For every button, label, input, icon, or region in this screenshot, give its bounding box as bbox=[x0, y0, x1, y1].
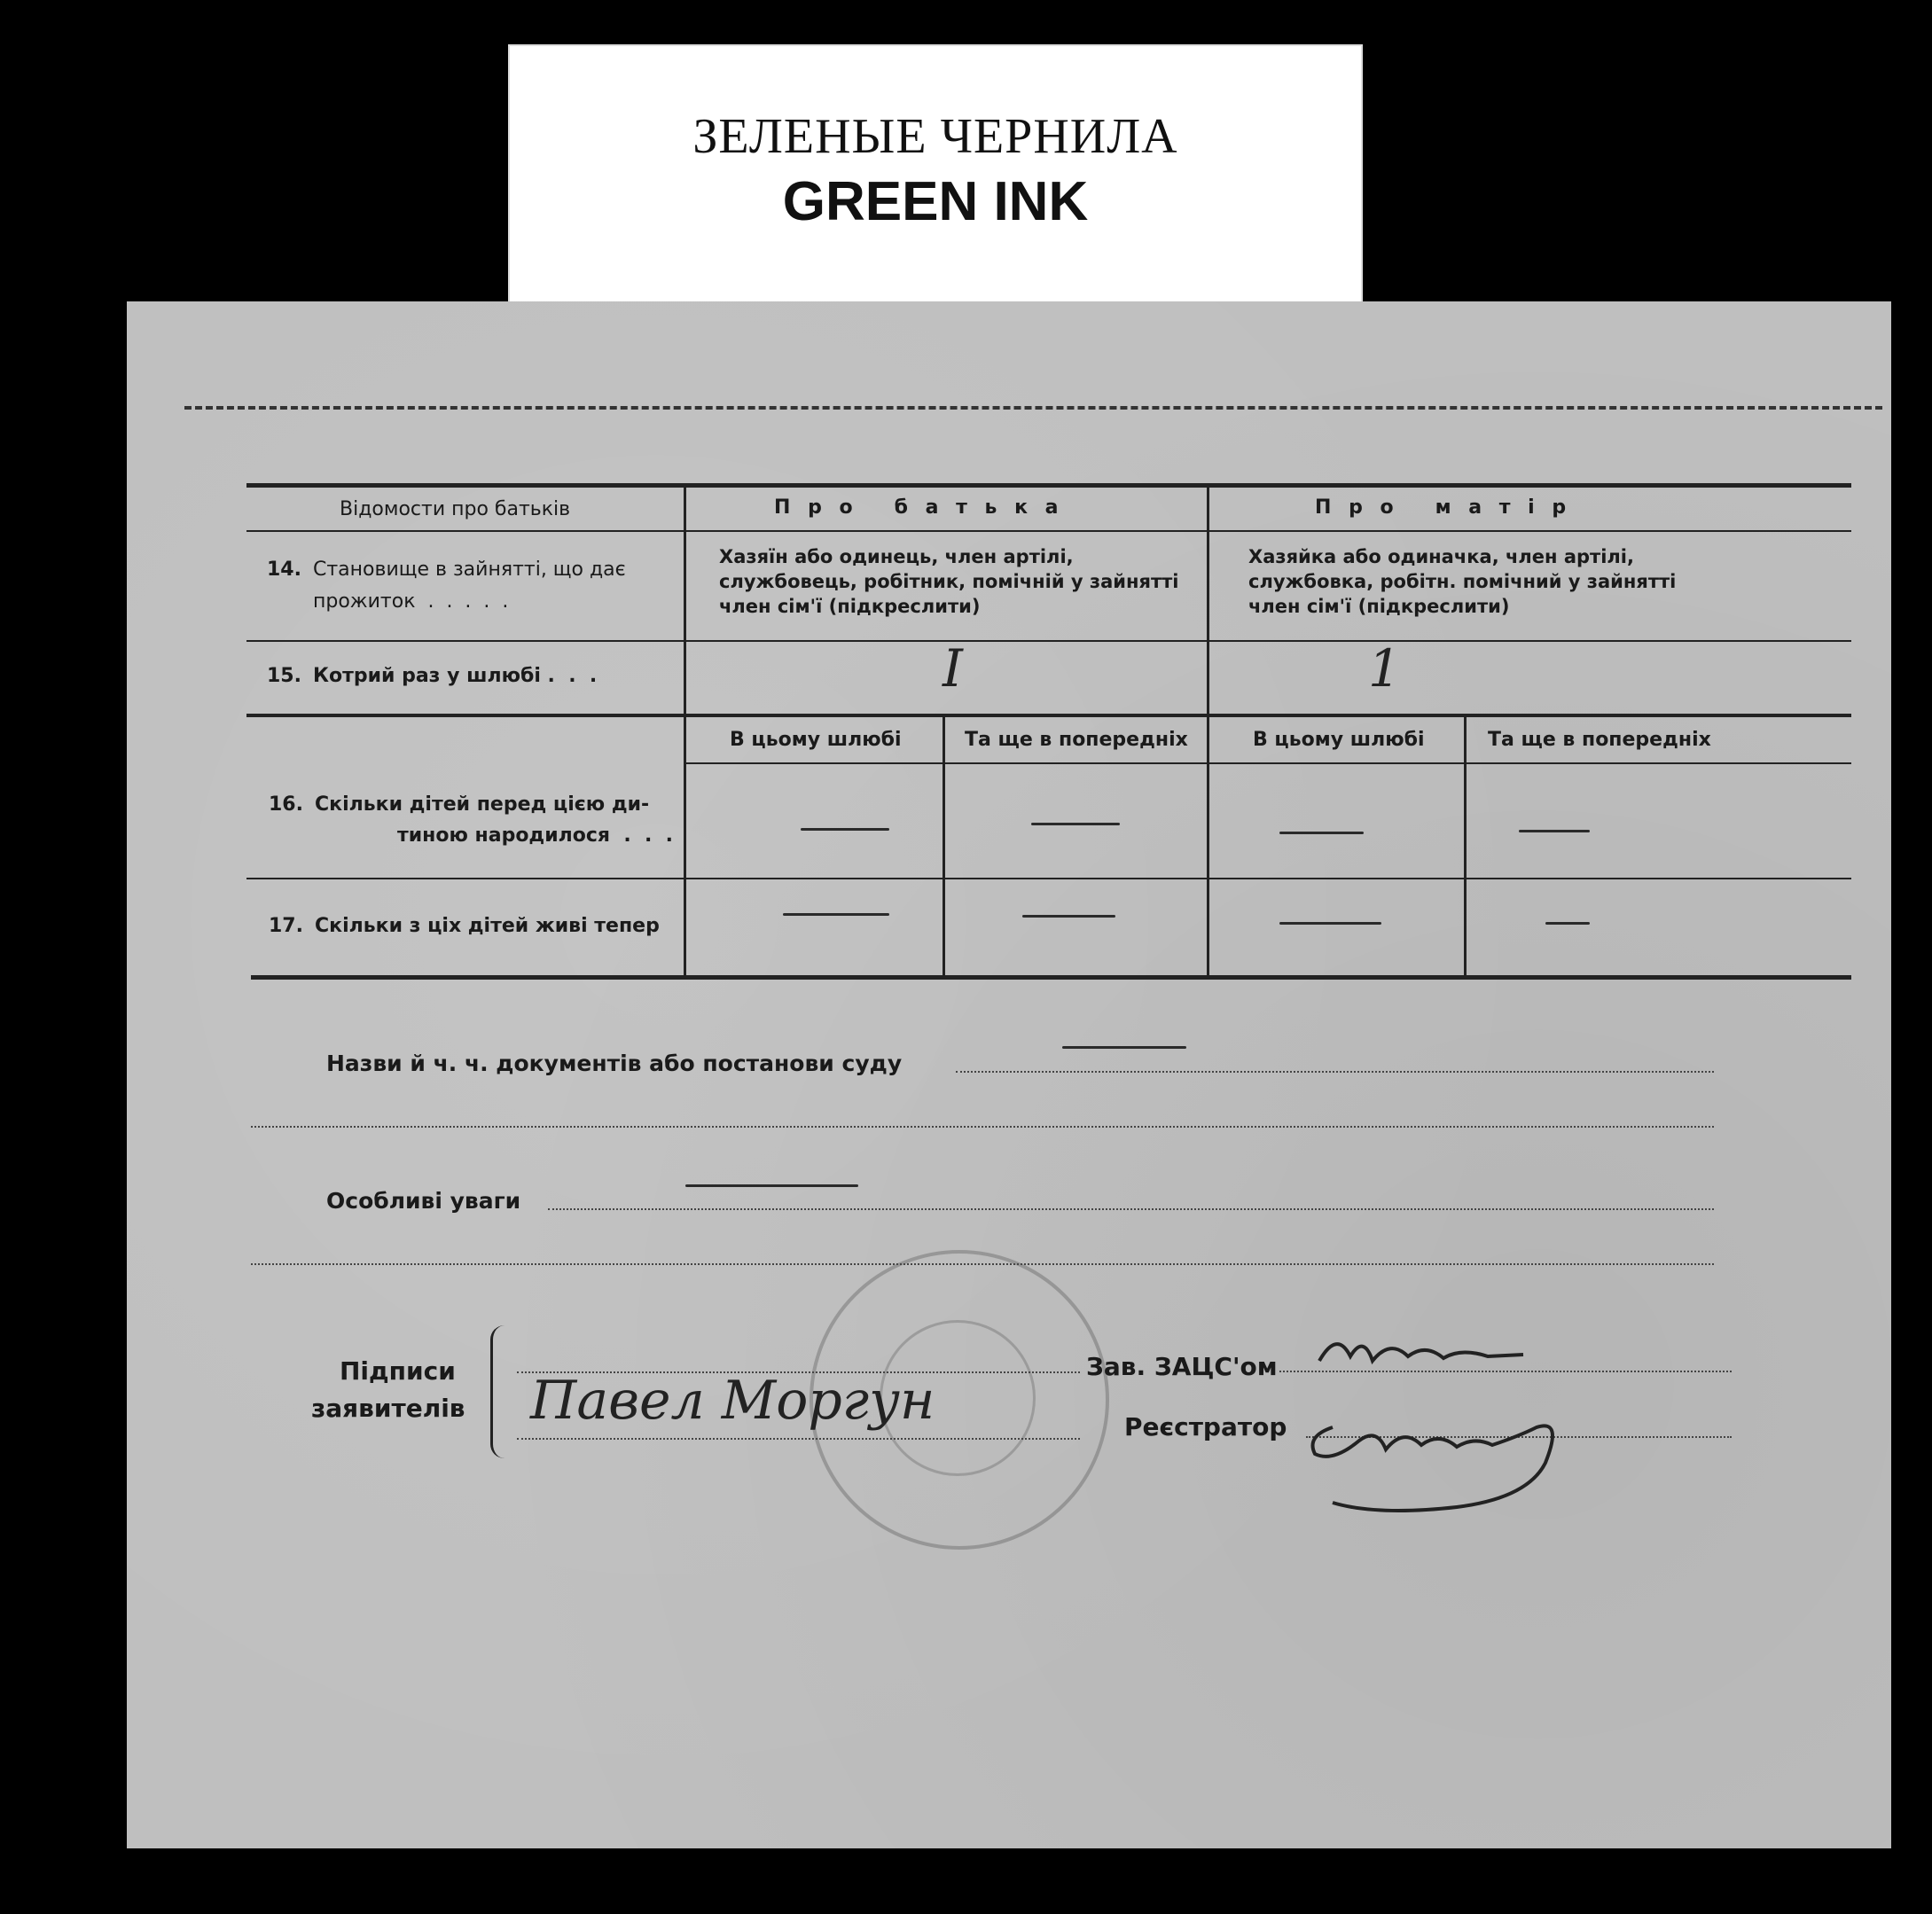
row17-father-this-dash bbox=[783, 913, 889, 916]
row14-father-options: Хазяїн або одинець, член артілі, службовець, робітник, помічній у зайнятті член сім'ї (підкреслити) bbox=[719, 546, 1179, 617]
applicants-bracket bbox=[490, 1325, 511, 1458]
registrar-label: Реєстратор bbox=[1124, 1412, 1287, 1441]
row16-label-line2: тиною народилося . . . bbox=[397, 824, 674, 847]
col-divider-mother bbox=[1464, 715, 1467, 980]
row14-mother-options: Хазяйка або одиначка, член артілі, службовка, робітн. помічний у зайнятті член сім'ї (підкреслити) bbox=[1248, 546, 1677, 617]
row16-rule bbox=[246, 878, 1851, 879]
row15-father-value: I bbox=[943, 638, 963, 699]
row16-mother-this-dash bbox=[1279, 832, 1364, 834]
row17-mother-prev-dash bbox=[1545, 922, 1590, 925]
documents-label: Назви й ч. ч. документів або постанови суду bbox=[326, 1051, 903, 1076]
label-english: GREEN INK bbox=[782, 171, 1089, 232]
col-divider-1 bbox=[684, 483, 686, 980]
table-bottom-rule bbox=[251, 975, 1851, 980]
applicants-label-line1: Підписи bbox=[340, 1356, 456, 1386]
row15-rule bbox=[246, 714, 1851, 717]
col-divider-father bbox=[943, 715, 945, 980]
table-header-rule bbox=[246, 530, 1851, 532]
col-divider-2 bbox=[1207, 483, 1209, 980]
row17-number: 17. bbox=[269, 915, 303, 937]
header-mother: П р о м а т і р bbox=[1315, 496, 1572, 519]
head-of-registry-label: Зав. ЗАЦС'ом bbox=[1086, 1352, 1278, 1381]
documents-line-2 bbox=[251, 1126, 1714, 1128]
subheader-rule bbox=[685, 762, 1851, 764]
notes-label: Особливі уваги bbox=[326, 1188, 521, 1214]
row16-label-line1: Скільки дітей перед цією ди- bbox=[315, 793, 650, 816]
row17-father-prev-dash bbox=[1022, 915, 1115, 918]
applicant-signature-line-2 bbox=[517, 1438, 1080, 1440]
documents-line-1 bbox=[956, 1071, 1714, 1073]
subheader-father-previous: Та ще в попередніх bbox=[965, 729, 1188, 751]
applicants-label-line2: заявителів bbox=[311, 1394, 465, 1423]
label-russian: ЗЕЛЕНЫЕ ЧЕРНИЛА bbox=[692, 109, 1178, 164]
subheader-mother-this-marriage: В цьому шлюбі bbox=[1253, 729, 1425, 751]
header-father: П р о б а т ь к а bbox=[774, 496, 1064, 519]
notes-line-1 bbox=[548, 1208, 1714, 1210]
perforation-line bbox=[184, 406, 1882, 410]
head-signature-scribble bbox=[1310, 1321, 1532, 1383]
registrar-signature-scribble bbox=[1297, 1401, 1581, 1534]
row14-rule bbox=[246, 640, 1851, 642]
row16-father-this-dash bbox=[801, 828, 889, 831]
row14-number: 14. bbox=[267, 559, 301, 581]
registry-form-sheet bbox=[127, 301, 1891, 1848]
green-ink-label-card bbox=[508, 44, 1363, 307]
row15-mother-value: 1 bbox=[1368, 638, 1401, 699]
applicant-signature: Павел Моргун bbox=[530, 1370, 935, 1432]
subheader-mother-previous: Та ще в попередніх bbox=[1488, 729, 1711, 751]
row17-mother-this-dash bbox=[1279, 922, 1381, 925]
row16-number: 16. bbox=[269, 793, 303, 816]
notes-dash bbox=[685, 1184, 858, 1187]
row16-father-prev-dash bbox=[1031, 823, 1120, 825]
documents-dash bbox=[1062, 1046, 1186, 1049]
row16-mother-prev-dash bbox=[1519, 830, 1590, 832]
table-top-rule bbox=[246, 483, 1851, 488]
subheader-father-this-marriage: В цьому шлюбі bbox=[730, 729, 902, 751]
row15-number: 15. bbox=[267, 665, 301, 687]
row14-label-line1: Становище в зайнятті, що дає bbox=[313, 559, 626, 581]
row15-label: Котрий раз у шлюбі . . . bbox=[313, 665, 598, 687]
row17-label: Скільки з ціх дітей живі тепер bbox=[315, 915, 660, 937]
header-parents-info: Відомости про батьків bbox=[340, 498, 571, 520]
row14-label-line2: прожиток . . . . . bbox=[313, 590, 509, 613]
